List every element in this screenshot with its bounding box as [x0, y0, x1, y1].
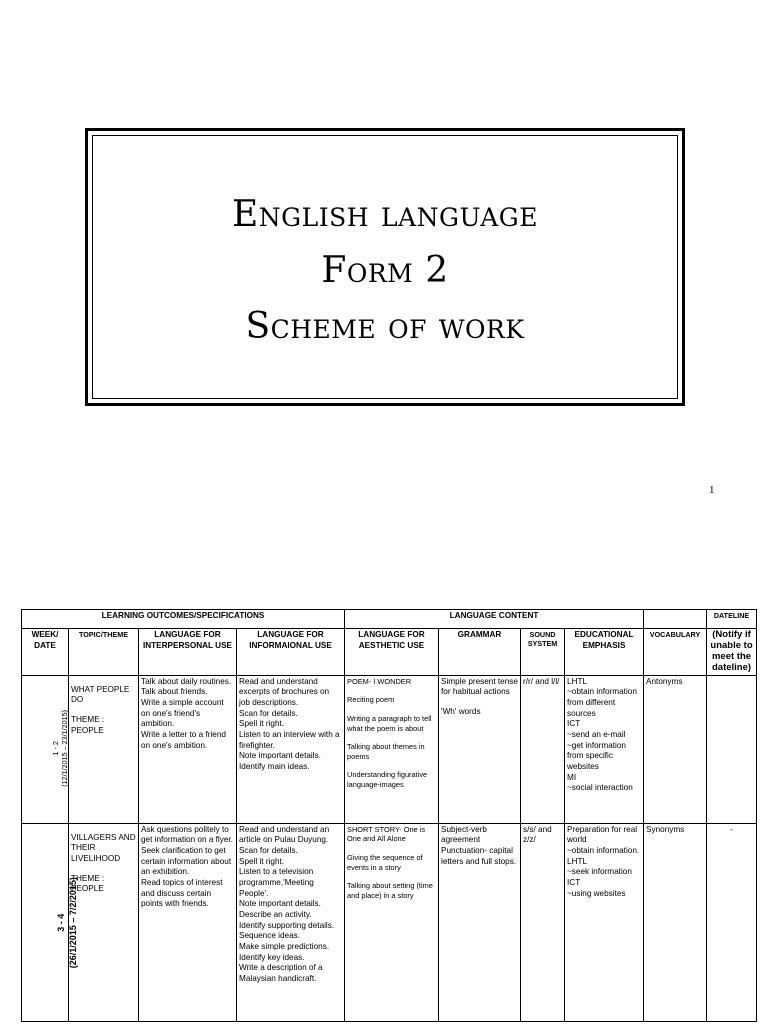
- vocabulary-cell: Antonyms: [644, 675, 707, 823]
- header-row-2: [22, 629, 757, 676]
- dateline-cell: -: [707, 823, 757, 1021]
- week-date: (26/1/2015 – 7/2/2015): [67, 876, 78, 968]
- aesthetic-cell: [345, 823, 439, 1021]
- table-row: [22, 823, 757, 1021]
- aesthetic-item: Giving the sequence of events in a story: [347, 852, 423, 872]
- language-content-header: LANGUAGE CONTENT: [345, 610, 644, 629]
- topic-title: WHAT PEOPLE DO: [71, 684, 130, 705]
- page-number: 1: [709, 484, 715, 496]
- aesthetic-cell: [345, 675, 439, 823]
- aesthetic-item: POEM- I WONDER: [347, 676, 412, 686]
- week-number: 1 - 2: [51, 741, 61, 756]
- topic-title: VILLAGERS AND THEIR LIVELIHOOD: [71, 832, 136, 863]
- topic-theme-header: TOPIC/THEME: [69, 629, 139, 676]
- week-date: (12/1/2015 – 23/1/2015): [60, 710, 70, 787]
- aesthetic-item: Talking about themes in poems: [347, 742, 425, 761]
- title-line-3: Scheme of work: [245, 306, 525, 347]
- learning-outcomes-header: LEARNING OUTCOMES/SPECIFICATIONS: [22, 610, 345, 629]
- aesthetic-item: SHORT STORY- One is One and All Alone: [347, 824, 426, 844]
- week-date-header: WEEK/ DATE: [22, 629, 69, 676]
- educational-cell: LHTL ~obtain information from different sources ICT ~send an e-mail ~get information from specific websites MI ~social interaction: [565, 675, 644, 823]
- week-number: 3 - 4: [55, 913, 66, 932]
- aesthetic-header: LANGUAGE FOR AESTHETIC USE: [345, 629, 439, 676]
- table-row: [22, 675, 757, 823]
- scheme-table: [21, 609, 757, 1022]
- document-title: [88, 187, 682, 355]
- interpersonal-cell: Talk about daily routines. Talk about friends. Write a simple account on one's friend's ambition. Write a letter to a friend on one's ambition.: [139, 675, 237, 823]
- vocabulary-header: VOCABULARY: [644, 629, 707, 676]
- educational-emphasis-header: EDUCATIONAL EMPHASIS: [565, 629, 644, 676]
- title-line-1: English language: [231, 194, 539, 235]
- topic-cell: [69, 675, 139, 823]
- blank-header: [644, 610, 707, 629]
- interpersonal-header: LANGUAGE FOR INTERPERSONAL USE: [139, 629, 237, 676]
- interpersonal-cell: Ask questions politely to get information on a flyer. Seek clarification to get certain information about an exhibition. Read topics of interest and discuss certain points with friends.: [139, 823, 237, 1021]
- sound-cell: s/s/ and z/z/: [521, 823, 565, 1021]
- informational-cell: Read and understand excerpts of brochures on job descriptions. Scan for details. Spell it right. Listen to an interview with a firefighter. Note important details. Identify main ideas.: [237, 675, 345, 823]
- sound-cell: r/r/ and l/l/: [521, 675, 565, 823]
- dateline-header: DATELINE: [707, 610, 757, 629]
- week-cell: [22, 675, 69, 823]
- dateline-cell: [707, 675, 757, 823]
- topic-theme: THEME : PEOPLE: [71, 873, 105, 894]
- header-row-1: [22, 610, 757, 629]
- sound-system-header: SOUND SYSTEM: [521, 629, 565, 676]
- grammar-cell: Subject-verb agreement Punctuation- capital letters and full stops.: [439, 823, 521, 1021]
- educational-cell: Preparation for real world ~obtain information. LHTL ~seek information ICT ~using websites: [565, 823, 644, 1021]
- aesthetic-item: Reciting poem: [347, 695, 395, 705]
- aesthetic-item: Understanding figurative language-images: [347, 770, 428, 790]
- topic-theme: THEME : PEOPLE: [71, 715, 105, 735]
- title-box: [85, 128, 685, 406]
- aesthetic-item: Writing a paragraph to tell what the poem is about: [347, 713, 432, 733]
- grammar-cell: [439, 675, 521, 823]
- aesthetic-item: Talking about setting (time and place) in a story: [347, 881, 433, 900]
- informational-cell: Read and understand an article on Pulau Duyung. Scan for details. Spell it right. Listen to a television programme,'Meeting People'. Note important details. Describe an activity. Identify supporting details. Sequence ideas. Make simple predictions. Identify key ideas. Write a description of a Malaysian handicraft.: [237, 823, 345, 1021]
- grammar-item: 'Wh' words: [441, 707, 481, 716]
- grammar-header: GRAMMAR: [439, 629, 521, 676]
- vocabulary-cell: Synonyms: [644, 823, 707, 1021]
- week-cell: [22, 823, 78, 1021]
- notify-header: (Notify if unable to meet the dateline): [707, 629, 757, 676]
- informational-header: LANGUAGE FOR INFORMAIONAL USE: [237, 629, 345, 676]
- grammar-item: Simple present tense for habitual actions: [441, 676, 518, 697]
- title-line-2: Form 2: [321, 250, 449, 291]
